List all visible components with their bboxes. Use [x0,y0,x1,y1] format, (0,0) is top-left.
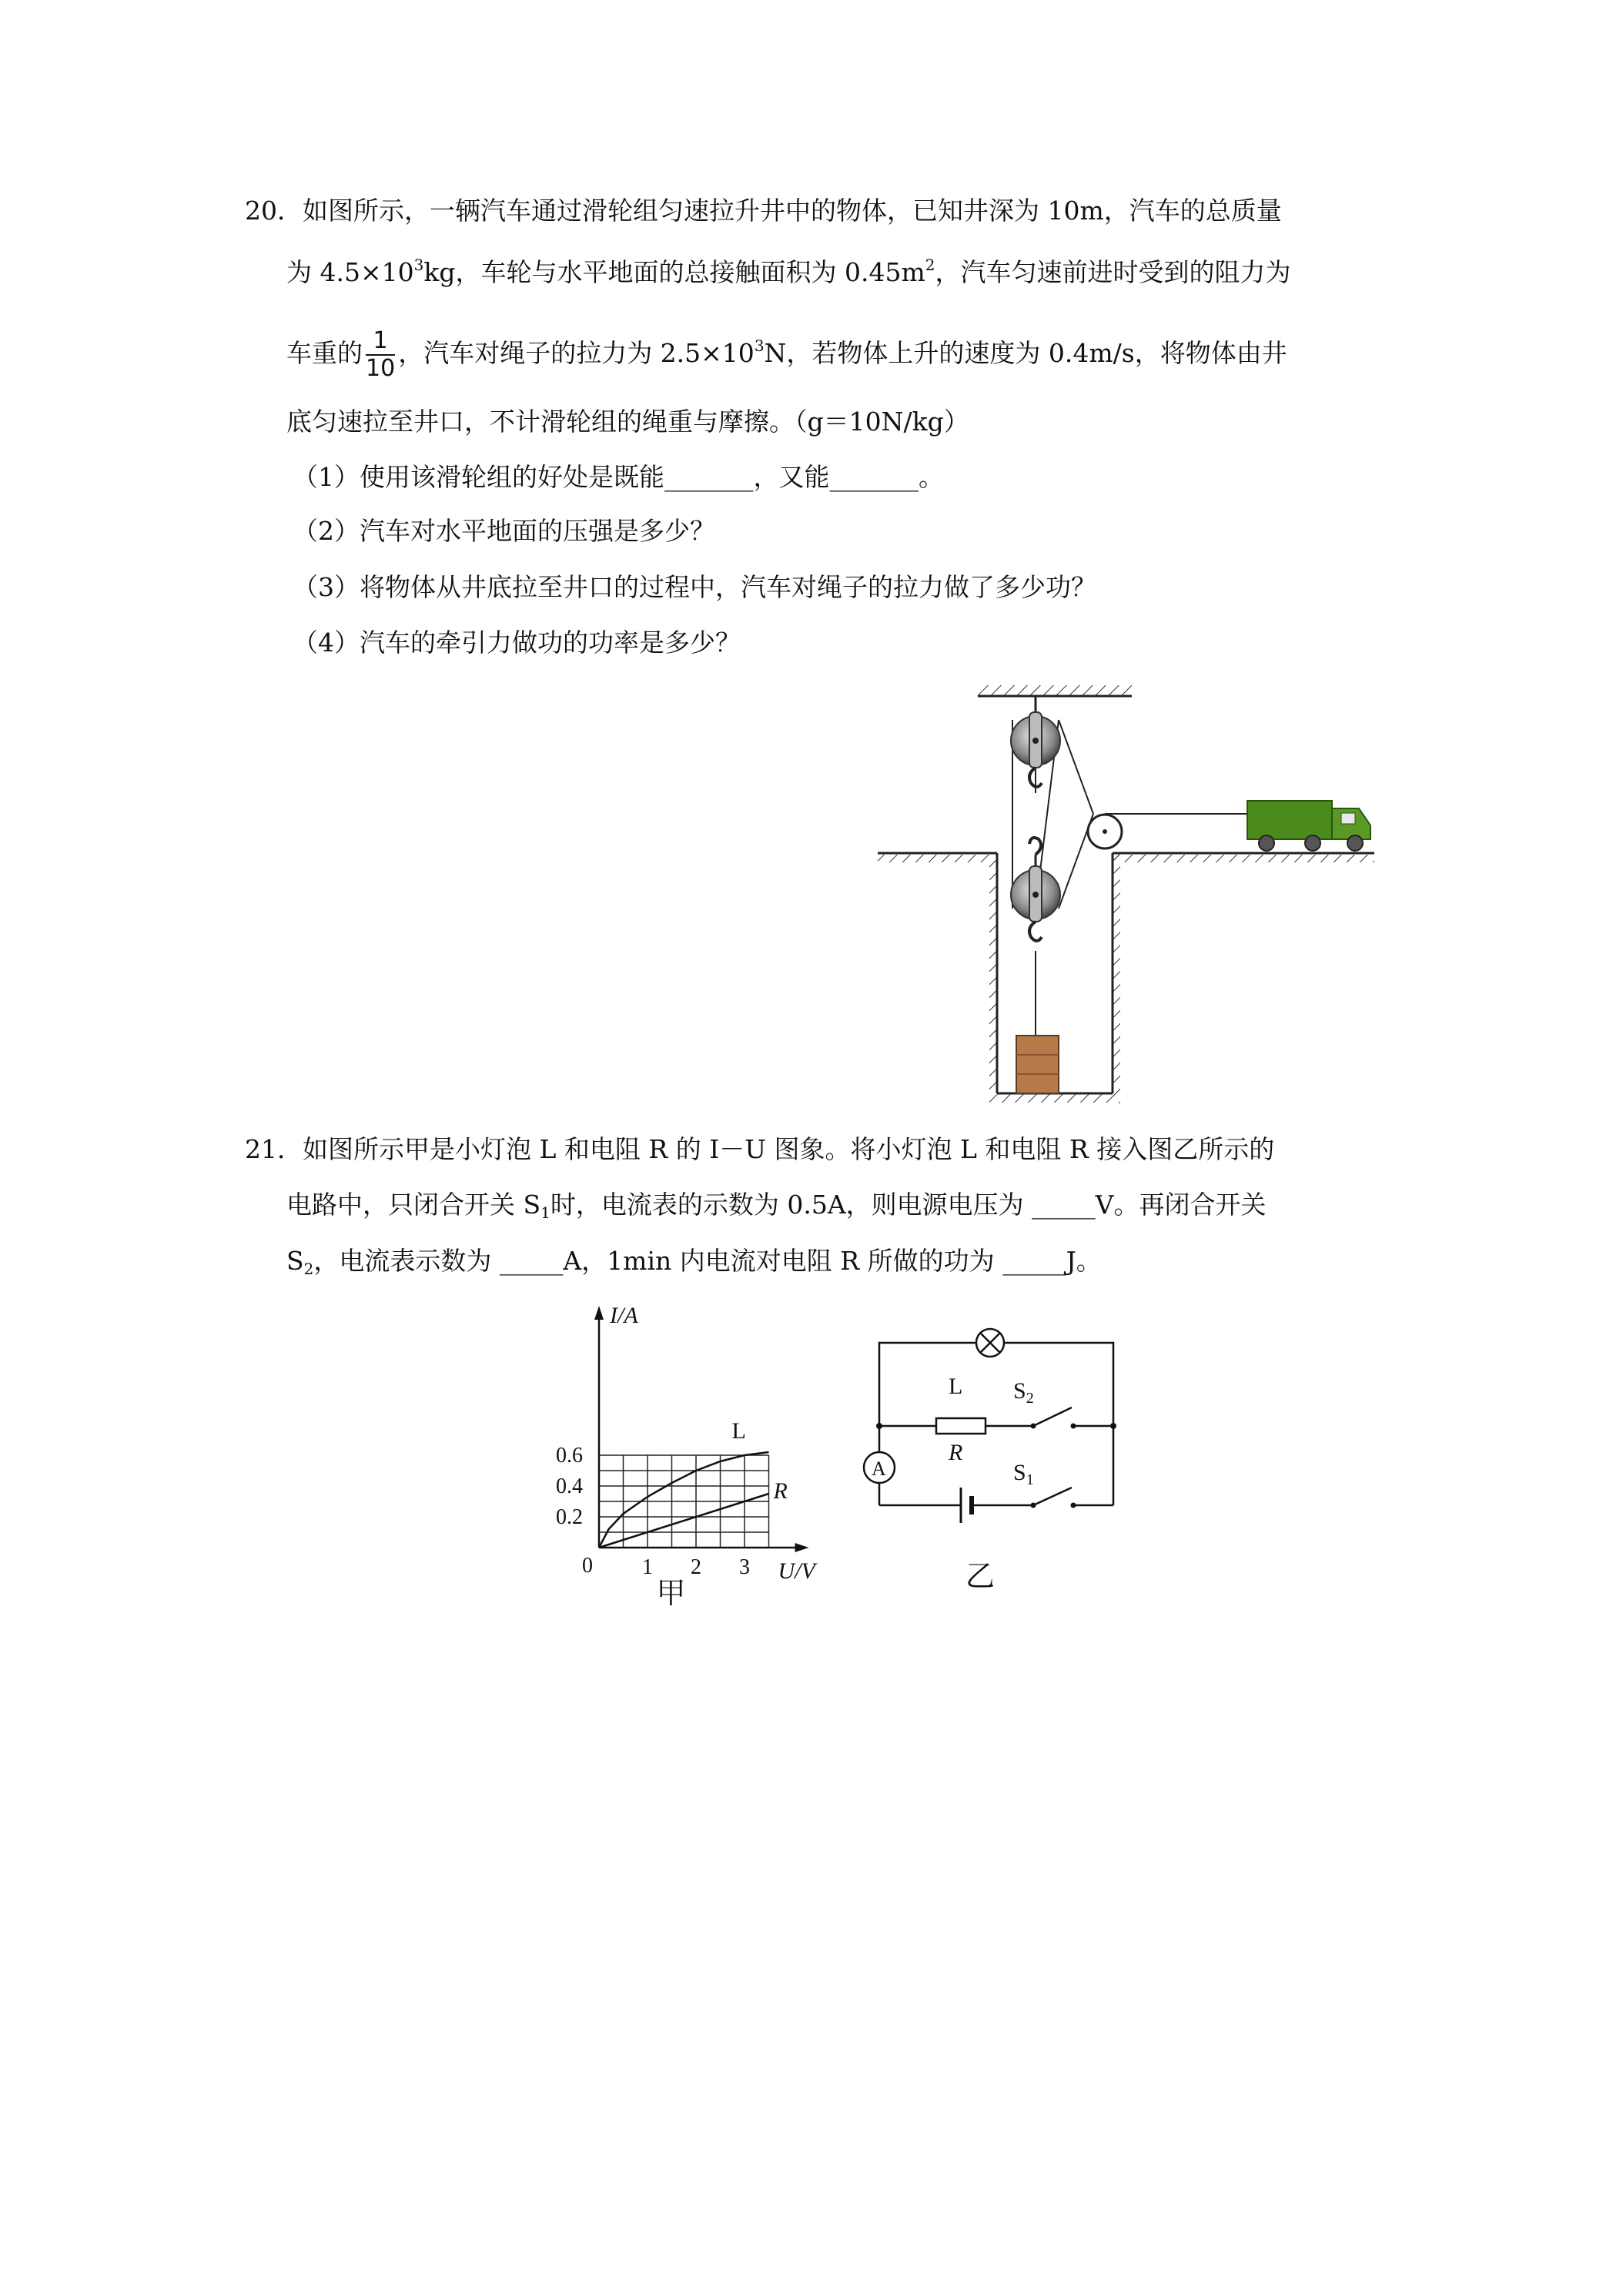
switch-s2-label: $S_2$ [1013,1378,1034,1407]
q21-line3: $S_2$，电流表示数为 _____A，1min 内电流对电阻 R 所做的功为 _____J。 [286,1246,1102,1278]
battery-symbol [961,1488,972,1523]
q21-line1: 21．如图所示甲是小灯泡 L 和电阻 R 的 I－U 图象。将小灯泡 L 和电阻 R 接入图乙所示的 [245,1134,1275,1164]
lamp-symbol [976,1329,1004,1357]
q20-line4: 底匀速拉至井口，不计滑轮组的绳重与摩擦。（g＝10N/kg） [286,407,969,437]
ceiling [978,685,1132,696]
moving-pulley [1011,838,1060,941]
truck [1247,801,1370,851]
chart-caption: 甲 [656,1578,686,1610]
ammeter-label: A [872,1458,886,1480]
circuit-caption: 乙 [965,1561,996,1593]
object-block [1016,1036,1059,1093]
corner-pulley [1088,815,1122,848]
q20-sub1: （1）使用该滑轮组的好处是既能_______，又能_______。 [293,462,944,492]
y-tick-label: 0.6 [556,1444,583,1468]
q20-line1: 20．如图所示，一辆汽车通过滑轮组匀速拉升井中的物体，已知井深为 10m，汽车的总质量 [245,196,1282,226]
resistor-label: R [949,1440,963,1465]
iu-chart [539,1301,862,1609]
switch-s2 [1031,1407,1076,1429]
x-tick-label: 1 [642,1555,653,1579]
q20-line2: 为 $4.5\times 10^3kg$，车轮与水平地面的总接触面积为 $0.45m^2$，汽车匀速前进时受到的阻力为 [286,256,1291,287]
ground-and-well [878,853,1374,1103]
series-label-R: R [773,1478,788,1504]
series-line-L [599,1452,769,1548]
pulley-truck-figure [870,685,1394,1116]
q20-sub4: （4）汽车的牵引力做功的功率是多少？ [293,628,741,658]
x-tick-label: 2 [691,1555,701,1579]
q20-sub2: （2）汽车对水平地面的压强是多少？ [293,516,715,546]
q21-line2: 电路中，只闭合开关 $S_1$时，电流表的示数为 0.5A，则电源电压为 _____V。再闭合开关 [286,1190,1267,1222]
y-tick-label: 0.2 [556,1505,583,1529]
switch-s1-label: $S_1$ [1013,1460,1034,1488]
y-tick-label: 0.4 [556,1474,583,1498]
x-tick-label: 3 [739,1555,750,1579]
x-axis-label: U/V [778,1558,815,1584]
switch-s1 [1031,1488,1076,1508]
y-axis-arrow [594,1306,604,1320]
lamp-label: L [949,1374,963,1399]
y-axis-label: I/A [610,1303,638,1328]
series-label-L: L [731,1418,746,1444]
circuit-diagram [862,1309,1139,1602]
q20-line3: 车重的 $\frac{1}{10}$ ，汽车对绳子的拉力为 $2.5\times 10^3N$，若物体上升的速度为 0.4m/s，将物体由井 [286,327,1287,382]
q20-sub3: （3）将物体从井底拉至井口的过程中，汽车对绳子的拉力做了多少功？ [293,572,1096,602]
x-axis-arrow [795,1543,809,1552]
resistor-symbol [936,1418,986,1434]
origin-label: 0 [582,1554,593,1578]
fraction-one-tenth: $\frac{1}{10}$ [366,327,396,382]
